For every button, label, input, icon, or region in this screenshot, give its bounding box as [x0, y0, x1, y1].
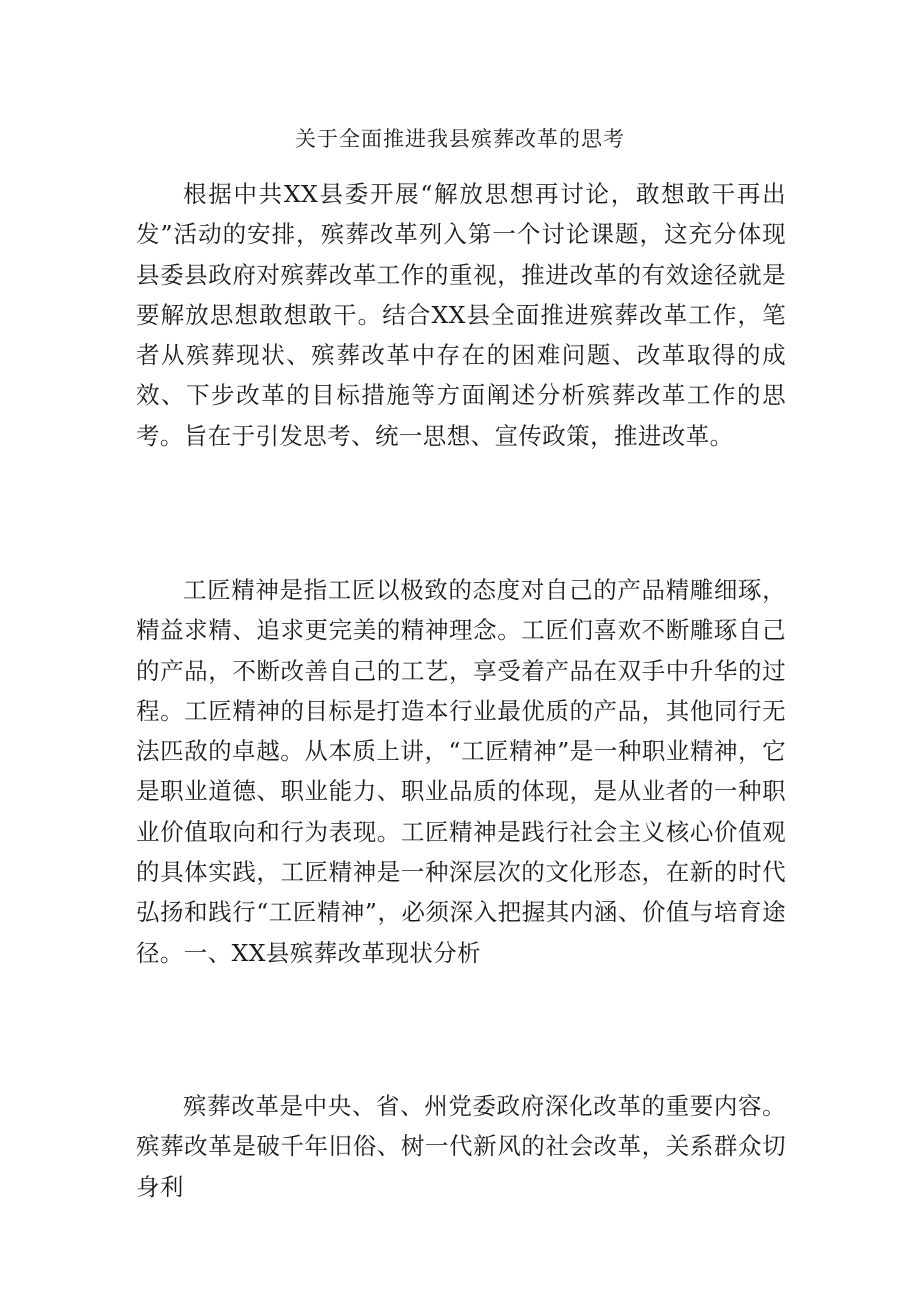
paragraph-funeral-reform: 殡葬改革是中央、省、州党委政府深化改革的重要内容。殡葬改革是破千年旧俗、树一代新风的社会改革，关系群众切身利 [136, 1092, 786, 1201]
document-title: 关于全面推进我县殡葬改革的思考 [295, 127, 625, 151]
paragraph-craftsman-spirit: 工匠精神是指工匠以极致的态度对自己的产品精雕细琢，精益求精、追求更完美的精神理念。工匠们喜欢不断雕琢自己的产品，不断改善自己的工艺，享受着产品在双手中升华的过程。工匠精神的目标是打造本行业最优质的产品，其他同行无法匹敌的卓越。从本质上讲，“工匠精神”是一种职业精神，它是职业道德、职业能力、职业品质的体现，是从业者的一种职业价值取向和行为表现。工匠精神是践行社会主义核心价值观的具体实践，工匠精神是一种深层次的文化形态，在新的时代弘扬和践行“工匠精神”，必须深入把握其内涵、价值与培育途径。一、XX县殡葬改革现状分析 [136, 576, 786, 967]
paragraph-intro: 根据中共XX县委开展“解放思想再讨论，敢想敢干再出发”活动的安排，殡葬改革列入第一个讨论课题，这充分体现县委县政府对殡葬改革工作的重视，推进改革的有效途径就是要解放思想敢想敢干。结合XX县全面推进殡葬改革工作，笔者从殡葬现状、殡葬改革中存在的困难问题、改革取得的成效、下步改革的目标措施等方面阐述分析殡葬改革工作的思考。旨在于引发思考、统一思想、宣传政策，推进改革。 [136, 180, 786, 450]
